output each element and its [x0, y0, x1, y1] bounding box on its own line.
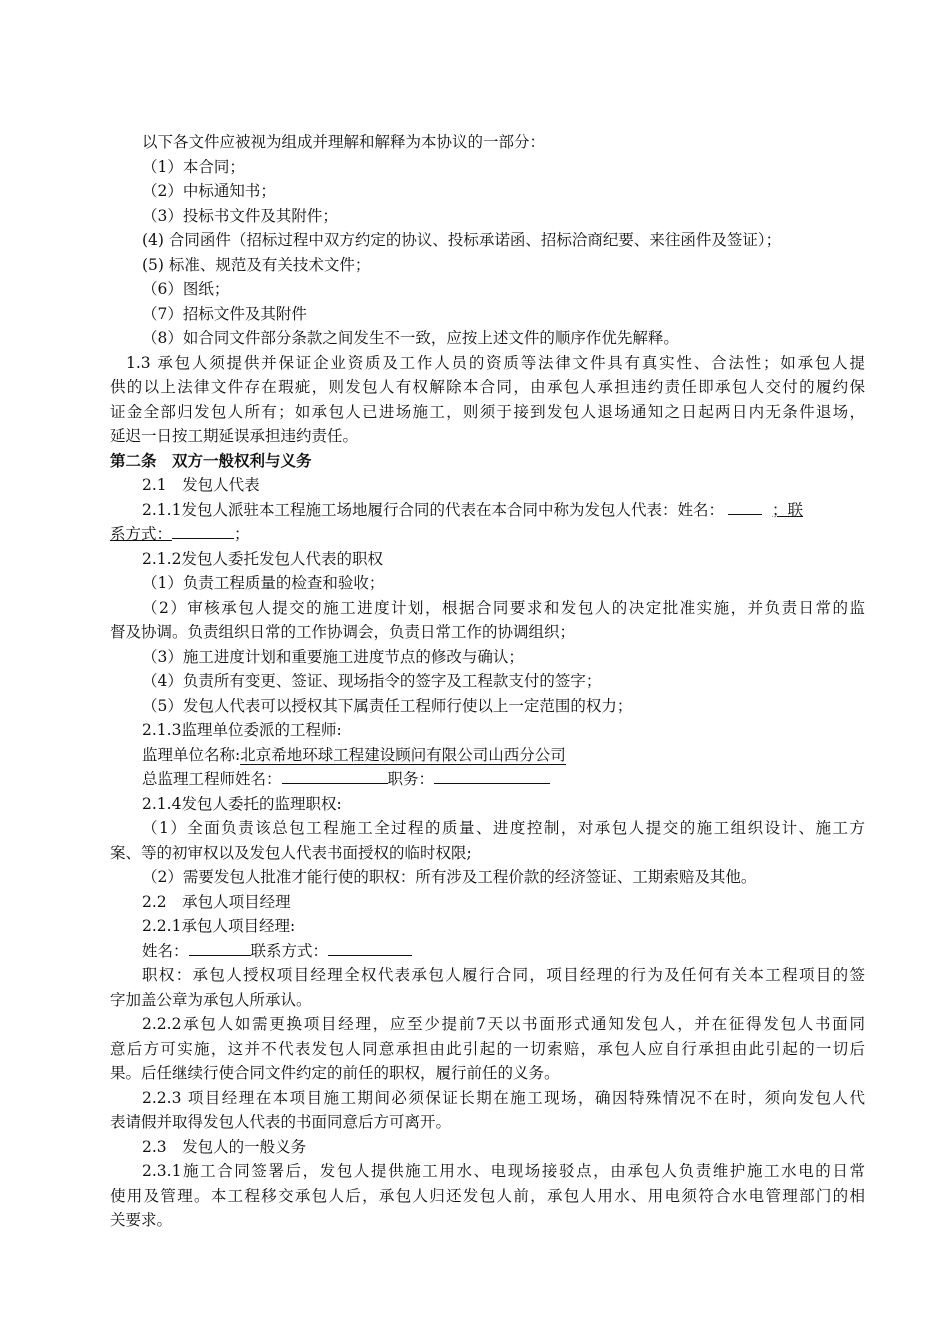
authority-item: （1）负责工程质量的检查和验收； — [142, 574, 385, 592]
doc-list-item: （6）图纸； — [142, 280, 230, 298]
authority-item: （4）负责所有变更、签证、现场指令的签字及工程款支付的签字； — [142, 672, 602, 690]
contact-label: 系方式： — [110, 525, 173, 543]
supervision-item: （2）需要发包人批准才能行使的职权：所有涉及工程价款的经济签证、工期索赔及其他。 — [142, 868, 757, 886]
supervisor-unit-name: 北京希地环球工程建设顾问有限公司山西分公司 — [240, 745, 566, 764]
clause-2-1-1-line2 — [110, 522, 865, 547]
pm-name-blank — [189, 939, 251, 956]
supervision-item: （1）全面负责该总包工程施工全过程的质量、进度控制，对承包人提交的施工组织设计、施工方 — [142, 819, 865, 837]
section-2-1-heading: 2.1 发包人代表 — [142, 476, 260, 494]
clause-2-3-1-line: 使用及管理。本工程移交承包人后，承包人归还发包人前，承包人用水、用电须符合水电管理部门的相 — [110, 1186, 865, 1205]
pm-name-label: 姓名： — [142, 941, 189, 960]
clause-2-2-3-line: 2.2.3 项目经理在本项目施工期间必须保证长期在施工现场，确因特殊情况不在时，须向发包人代 — [142, 1088, 865, 1107]
doc-list-item: （1）本合同； — [142, 157, 245, 176]
post-blank — [434, 767, 550, 784]
clause-2-1-1-line — [110, 498, 865, 523]
clause-2-2-3-line: 表请假并取得发包人代表的书面同意后方可离开。 — [110, 1113, 452, 1131]
article-2-title: 第二条 双方一般权利与义务 — [110, 450, 312, 470]
section-2-3-heading: 2.3 发包人的一般义务 — [142, 1137, 307, 1156]
pm-duty-line: 职权：承包人授权项目经理全权代表承包人履行合同，项目经理的行为及任何有关本工程项目的签 — [142, 966, 865, 984]
clause-2-3-1-line: 2.3.1施工合同签署后，发包人提供施工用水、电现场接驳点，由承包人负责维护施工水电的日常 — [142, 1162, 865, 1180]
contact-blank — [172, 522, 234, 539]
doc-list-item: (5) 标准、规范及有关技术文件； — [142, 255, 371, 274]
clause-2-1-3-heading: 2.1.3监理单位委派的工程师: — [142, 721, 342, 739]
post-label: 职务： — [387, 770, 435, 788]
doc-list-item: （8）如合同文件部分条款之间发生不一致，应按上述文件的顺序作优先解释。 — [142, 329, 679, 347]
clause-2-1-2-heading: 2.1.2发包人委托发包人代表的职权 — [142, 549, 383, 568]
doc-list-item: （7）招标文件及其附件 — [142, 304, 307, 323]
clause-1-3-line: 1.3 承包人须提供并保证企业资质及工作人员的资质等法律文件具有真实性、合法性；如承包人提 — [126, 353, 865, 372]
clause-2-1-1-tail: ；联 — [771, 500, 803, 519]
doc-list-item: （3）投标书文件及其附件； — [142, 206, 338, 225]
pm-duty-line: 字加盖公章为承包人所承认。 — [110, 990, 312, 1009]
authority-item-cont: 督及协调。负责组织日常的工作协调会，负责日常工作的协调组织； — [110, 623, 576, 641]
doc-list-item: （2）中标通知书； — [142, 182, 276, 200]
clause-2-1-1-text: 2.1.1发包人派驻本工程施工场地履行合同的代表在本合同中称为发包人代表：姓名： — [142, 500, 724, 519]
clause-1-3-line: 证金全部归发包人所有；如承包人已进场施工，则须于接到发包人退场通知之日起两日内无条件退场， — [110, 402, 865, 421]
chief-engineer-label: 总监理工程师姓名： — [142, 770, 282, 788]
chief-engineer-blank — [282, 767, 388, 784]
pm-contact-blank — [328, 939, 412, 956]
authority-item: （2）审核承包人提交的施工进度计划，根据合同要求和发包人的决定批准实施，并负责日常的监 — [142, 598, 865, 617]
clause-1-3-line: 延迟一日按工期延误承担违约责任。 — [110, 427, 359, 445]
section-2-2-heading: 2.2 承包人项目经理 — [142, 892, 291, 911]
clause-2-2-2-line: 果。后任继续行使合同文件约定的前任的职权，履行前任的义务。 — [110, 1064, 560, 1082]
clause-2-2-2-line: 意后方可实施，这并不代表发包人同意承担由此引起的一切索赔，承包人应自行承担由此引起的一切后 — [110, 1039, 865, 1058]
clause-1-3-line: 供的以上法律文件存在瑕疵，则发包人有权解除本合同，由承包人承担违约责任即承包人交付的履约保 — [110, 378, 865, 396]
intro-paragraph: 以下各文件应被视为组成并理解和解释为本协议的一部分： — [142, 133, 546, 151]
authority-item: （5）发包人代表可以授权其下属责任工程师行使以上一定范围的权力； — [142, 696, 633, 715]
pm-contact-label: 联系方式： — [250, 941, 329, 960]
clause-2-1-4-heading: 2.1.4发包人委托的监理职权: — [142, 794, 342, 813]
clause-2-2-2-line: 2.2.2承包人如需更换项目经理，应至少提前7天以书面形式通知发包人，并在征得发包人书面同 — [142, 1015, 865, 1033]
project-manager-line — [110, 939, 865, 964]
supervision-item-cont: 案、等的初审权以及发包人代表书面授权的临时权限; — [110, 843, 472, 862]
doc-list-item: (4) 合同函件（招标过程中双方约定的协议、投标承诺函、招标洽商纪要、来往函件及签证）； — [142, 231, 782, 249]
authority-item: （3）施工进度计划和重要施工进度节点的修改与确认； — [142, 647, 524, 666]
document-body — [110, 130, 865, 1233]
chief-engineer-line — [110, 767, 865, 792]
supervisor-unit-line — [110, 743, 865, 768]
clause-2-2-1-heading: 2.2.1承包人项目经理: — [142, 917, 296, 935]
supervisor-unit-label: 监理单位名称: — [142, 745, 241, 764]
clause-2-3-1-line: 关要求。 — [110, 1211, 173, 1229]
contact-end: ； — [234, 525, 250, 543]
representative-name-blank — [728, 498, 762, 515]
